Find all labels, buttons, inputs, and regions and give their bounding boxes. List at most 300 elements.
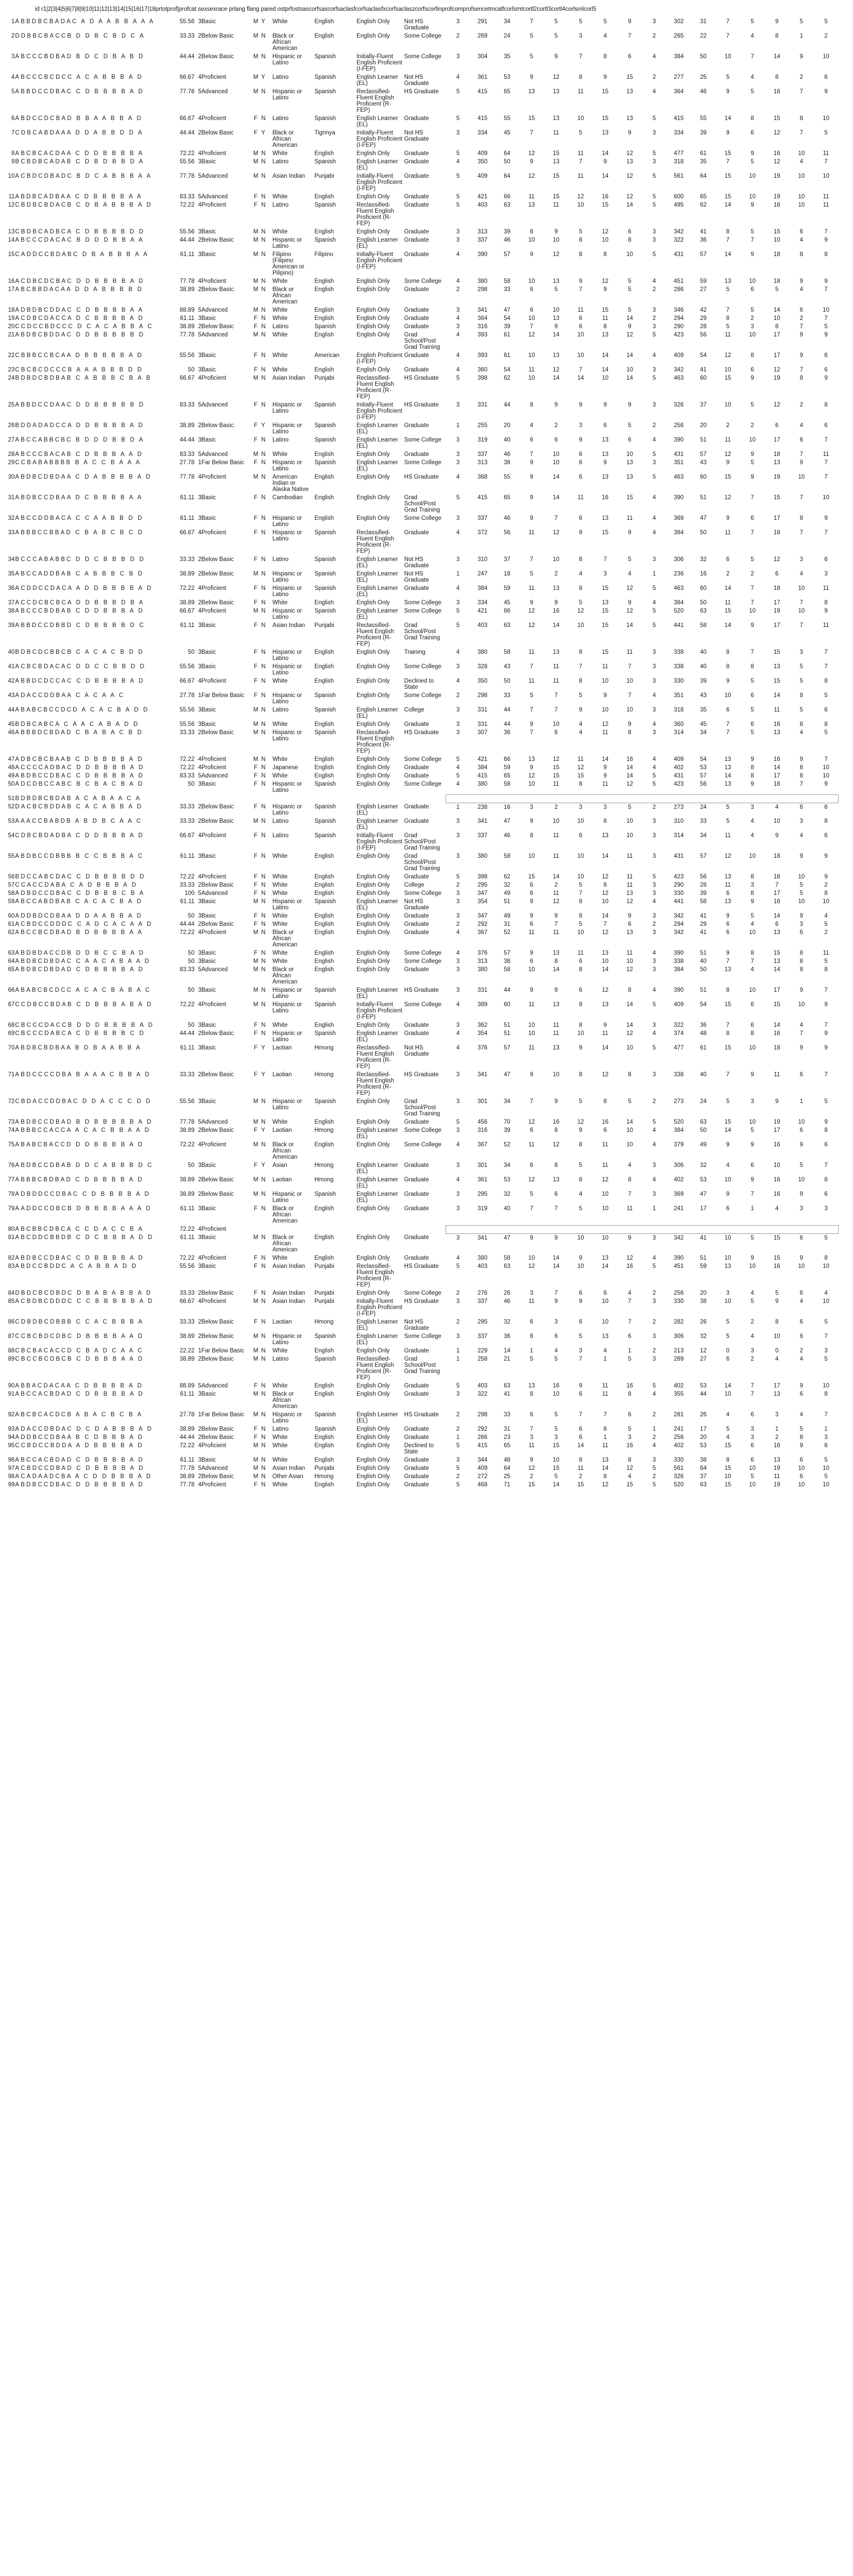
answer-string: ABDCCDCBAD B B A A B B A D: [15, 115, 143, 122]
proficiency-category: 3Basic: [198, 515, 216, 521]
score-cell: 50: [503, 159, 510, 165]
score-cell: 11: [553, 929, 559, 936]
score-cell: 5: [824, 921, 828, 927]
sex: F: [254, 600, 258, 606]
sex: M: [253, 967, 259, 973]
second-language-flag: N: [261, 707, 266, 713]
proficiency-category: 4Proficient: [198, 1298, 226, 1304]
race: White: [272, 1482, 288, 1488]
score-cell: 3: [554, 1319, 558, 1325]
score-cell: 12: [626, 150, 633, 157]
parent-education: Graduate: [404, 229, 429, 235]
second-language-flag: N: [261, 1098, 266, 1105]
score-cell: 2: [726, 422, 730, 429]
score-cell: 11: [553, 1022, 559, 1028]
score-cell: 14: [553, 967, 559, 973]
score-cell: 37: [700, 1473, 707, 1480]
fluency-status: English Only: [356, 781, 390, 787]
answer-string: AAACCBABDB A B D B C A A C: [15, 818, 143, 824]
percent-total: 33.33: [179, 882, 195, 888]
percent-total: 38.89: [179, 1191, 195, 1197]
primary-language: Hmong: [314, 1473, 334, 1480]
answer-string: ABCBCACDAA C D D B B B B A: [15, 150, 144, 157]
score-cell: 390: [674, 987, 684, 993]
parent-education: Grad School/Post Grad Training: [404, 833, 440, 851]
score-cell: 7: [579, 1356, 583, 1362]
score-cell: 390: [477, 251, 488, 258]
second-language-flag: N: [261, 89, 266, 95]
answer-string: ACADAADCBA A C D D B B B A D: [15, 1473, 152, 1480]
score-cell: 8: [824, 1391, 828, 1397]
score-cell: 48: [700, 1030, 707, 1037]
score-cell: 6: [628, 1412, 632, 1418]
score-cell: 8: [628, 1391, 632, 1397]
score-cell: 10: [724, 1391, 731, 1397]
score-cell: 14: [626, 622, 633, 629]
score-cell: 5: [456, 1482, 460, 1488]
score-cell: 341: [477, 1072, 488, 1078]
proficiency-category: 4Proficient: [198, 530, 226, 536]
score-cell: 11: [724, 332, 731, 338]
answer-string: ACDBCDACCA D C B B B B A D: [15, 315, 145, 321]
score-cell: 1: [456, 1434, 460, 1440]
row-id: 85: [8, 1298, 15, 1304]
sex: M: [253, 1234, 259, 1241]
fluency-status: English Learner (EL): [356, 585, 398, 598]
percent-total: 83.33: [179, 773, 195, 779]
percent-total: 44.44: [179, 1434, 195, 1440]
score-cell: 5: [579, 1098, 583, 1105]
score-cell: 4: [799, 730, 804, 736]
score-cell: 4: [652, 721, 656, 727]
score-cell: 351: [674, 460, 684, 466]
score-cell: 13: [602, 437, 609, 443]
score-cell: 4: [799, 833, 804, 839]
score-cell: 5: [799, 664, 804, 670]
table-row: [4, 706, 839, 720]
score-cell: 8: [799, 967, 804, 973]
score-cell: 34: [503, 1162, 510, 1168]
score-cell: 13: [773, 1457, 780, 1463]
score-cell: 34: [700, 833, 707, 839]
score-cell: 456: [477, 1119, 488, 1125]
second-language-flag: N: [261, 804, 266, 810]
fluency-status: English Learner (EL): [356, 571, 398, 583]
score-cell: 5: [824, 1356, 828, 1362]
table-row: [4, 228, 839, 236]
parent-education: Graduate: [404, 286, 429, 293]
primary-language: Tigrinya: [314, 130, 335, 136]
percent-total: 83.33: [179, 967, 195, 973]
race: White: [272, 882, 288, 888]
percent-total: 38.89: [179, 1426, 195, 1432]
fluency-status: English Only: [356, 1482, 390, 1488]
score-cell: 409: [674, 756, 684, 762]
score-cell: 45: [503, 130, 510, 136]
race: [272, 794, 314, 803]
sex: M: [253, 1002, 259, 1008]
table-row: [4, 949, 839, 957]
fluency-status: English Learner (EL): [356, 818, 398, 831]
race: Hispanic or Latino: [272, 781, 302, 793]
score-cell: 6: [750, 367, 754, 373]
score-cell: 11: [823, 150, 829, 157]
score-cell: 3: [652, 367, 656, 373]
second-language-flag: N: [261, 402, 266, 408]
score-cell: 6: [530, 921, 534, 927]
score-cell: 7: [824, 664, 828, 670]
score-cell: 4: [456, 251, 460, 258]
score-cell: 4: [652, 54, 656, 60]
score-cell: 15: [773, 678, 780, 684]
score-cell: 8: [554, 1127, 558, 1133]
score-cell: 12: [602, 721, 609, 727]
score-cell: 6: [726, 1356, 730, 1362]
proficiency-category: 5Advanced: [198, 89, 228, 95]
score-cell: 41: [503, 1391, 510, 1397]
score-cell: 63: [700, 608, 707, 614]
score-cell: 310: [674, 818, 684, 824]
primary-language: English: [314, 921, 334, 927]
score-cell: 10: [577, 874, 584, 880]
score-cell: 5: [579, 130, 583, 136]
fluency-status: English Only: [356, 678, 390, 684]
score-cell: 6: [775, 921, 779, 927]
fluency-status: English Only: [356, 1348, 390, 1354]
score-cell: 10: [553, 451, 559, 457]
score-cell: 22: [700, 33, 707, 39]
score-cell: 25: [503, 1473, 510, 1480]
score-cell: 19: [773, 474, 780, 480]
score-cell: 6: [750, 1002, 754, 1008]
score-cell: 294: [674, 921, 684, 927]
score-cell: 9: [530, 159, 534, 165]
parent-education: Grad School/Post Grad Training: [404, 495, 440, 513]
score-cell: 4: [652, 1127, 656, 1133]
primary-language: Spanish: [314, 1098, 336, 1105]
parent-education: Some College: [404, 1127, 441, 1133]
score-cell: 402: [674, 1443, 684, 1449]
score-cell: 6: [579, 987, 583, 993]
proficiency-category: 3Basic: [198, 1045, 216, 1051]
score-cell: 7: [824, 530, 828, 536]
fluency-status: English Learner (EL): [356, 1319, 398, 1331]
score-cell: 7: [750, 54, 754, 60]
score-cell: 6: [530, 307, 534, 313]
score-cell: 12: [553, 530, 559, 536]
score-cell: 31: [503, 921, 510, 927]
score-cell: 45: [503, 600, 510, 606]
percent-total: 72.22: [179, 765, 195, 771]
score-cell: 12: [528, 173, 535, 179]
score-cell: 39: [700, 678, 707, 684]
answer-string: ABDBCCDBAA D C B B B B A A: [15, 495, 143, 501]
score-cell: 7: [554, 1206, 558, 1212]
answer-string: ABCCBCDBAD B D B B B B A A: [15, 929, 144, 936]
score-cell: 7: [530, 556, 534, 563]
sex: F: [254, 1263, 258, 1269]
score-cell: 10: [528, 352, 535, 359]
score-cell: 520: [674, 1119, 684, 1125]
score-cell: 31: [503, 1426, 510, 1432]
score-cell: 9: [628, 530, 632, 536]
row-id: 70: [8, 1045, 15, 1051]
score-cell: 6: [530, 882, 534, 888]
fluency-status: English Only: [356, 1234, 390, 1241]
row-id: 47: [8, 756, 15, 762]
score-cell: 5: [726, 1319, 730, 1325]
score-cell: 4: [652, 1177, 656, 1183]
parent-education: HS Graduate: [404, 1072, 439, 1078]
score-cell: 5: [530, 54, 534, 60]
row-id: 82: [8, 1255, 15, 1261]
score-cell: 355: [674, 1391, 684, 1397]
score-cell: 5: [652, 115, 656, 122]
score-cell: 10: [553, 721, 559, 727]
second-language-flag: N: [261, 874, 266, 880]
percent-total: 77.78: [179, 1482, 195, 1488]
fluency-status: English Learner (EL): [356, 899, 398, 911]
answer-string: CCDCCBDCCC D C A C A B B A C: [15, 324, 153, 330]
row-id: 98: [8, 1473, 15, 1480]
score-cell: 14: [626, 1119, 633, 1125]
score-cell: 236: [674, 571, 684, 577]
score-cell: 6: [726, 890, 730, 896]
score-cell: 7: [726, 33, 730, 39]
score-cell: 8: [799, 765, 804, 771]
score-cell: 66: [503, 194, 510, 200]
score-cell: 4: [456, 159, 460, 165]
score-cell: 51: [503, 1022, 510, 1028]
score-cell: 367: [477, 929, 488, 936]
table-row: [4, 1411, 839, 1425]
score-cell: 7: [530, 730, 534, 736]
row-id: 15: [8, 251, 15, 258]
score-cell: 16: [626, 1263, 633, 1269]
score-cell: 16: [626, 1443, 633, 1449]
score-cell: 12: [602, 874, 609, 880]
score-cell: 8: [530, 1333, 534, 1340]
proficiency-category: 3Basic: [198, 707, 216, 713]
score-cell: 47: [700, 1191, 707, 1197]
score-cell: 3: [456, 818, 460, 824]
score-cell: 3: [456, 987, 460, 993]
table-row: [4, 1225, 839, 1233]
score-cell: 5: [726, 286, 730, 293]
score-cell: 14: [724, 1383, 731, 1389]
second-language-flag: N: [261, 967, 266, 973]
score-cell: 11: [528, 194, 535, 200]
score-cell: 7: [824, 437, 828, 443]
answer-string: ACDBCDCBAC D D B B B B A D: [15, 278, 145, 284]
score-cell: 9: [554, 324, 558, 330]
score-cell: 4: [652, 765, 656, 771]
fluency-status: English Learner (EL): [356, 1127, 398, 1140]
primary-language: Spanish: [314, 1356, 336, 1362]
percent-total: 72.22: [179, 756, 195, 762]
score-cell: 50: [700, 530, 707, 536]
score-cell: 3: [456, 967, 460, 973]
proficiency-category: 2Below Basic: [198, 921, 234, 927]
score-cell: 41: [700, 367, 707, 373]
table-row: [4, 663, 839, 677]
percent-total: 55.56: [179, 19, 195, 25]
score-cell: 52: [503, 929, 510, 936]
race: White: [272, 853, 288, 859]
score-cell: 3: [456, 1333, 460, 1340]
score-cell: 3: [652, 402, 656, 408]
score-cell: 33: [700, 818, 707, 824]
row-id: 96: [8, 1457, 15, 1463]
score-cell: 229: [477, 1348, 488, 1354]
sex: M: [253, 571, 259, 577]
percent-total: 38.89: [179, 324, 195, 330]
score-cell: 301: [477, 1162, 488, 1168]
score-cell: 9: [799, 1443, 804, 1449]
score-cell: 9: [603, 286, 607, 293]
score-cell: 2: [750, 315, 754, 321]
parent-education: Graduate: [404, 150, 429, 157]
score-cell: 8: [603, 818, 607, 824]
score-cell: 9: [726, 1191, 730, 1197]
score-cell: 13: [626, 115, 633, 122]
parent-education: Not HS Graduate: [404, 1319, 429, 1331]
answer-string: CCACCDABA C A D B B B A D: [15, 882, 138, 888]
proficiency-category: 3Basic: [198, 367, 216, 373]
score-cell: 4: [750, 1333, 754, 1340]
score-cell: 13: [724, 1263, 731, 1269]
score-cell: 11: [724, 833, 731, 839]
score-cell: 12: [528, 1119, 535, 1125]
score-cell: 10: [528, 967, 535, 973]
parent-education: HS Graduate: [404, 402, 439, 408]
score-cell: 5: [628, 422, 632, 429]
score-cell: 11: [602, 1162, 608, 1168]
score-cell: 13: [626, 460, 633, 466]
race: White: [272, 1443, 288, 1449]
score-cell: 6: [824, 367, 828, 373]
table-row: [4, 755, 839, 764]
score-cell: 3: [824, 571, 828, 577]
score-cell: 12: [602, 1072, 609, 1078]
score-cell: 39: [503, 229, 510, 235]
score-cell: 15: [724, 375, 731, 381]
table-row: [4, 897, 839, 912]
parent-education: Graduate: [404, 1465, 429, 1471]
score-cell: 292: [477, 1426, 488, 1432]
score-cell: 4: [652, 692, 656, 699]
parent-education: Graduate: [404, 721, 429, 727]
primary-language: English: [314, 958, 334, 964]
score-cell: 8: [799, 950, 804, 956]
score-cell: 7: [799, 781, 804, 787]
score-cell: 9: [750, 1142, 754, 1148]
score-cell: 431: [674, 251, 684, 258]
score-cell: 10: [749, 1482, 756, 1488]
score-cell: 12: [602, 1177, 609, 1183]
score-cell: 3: [530, 1434, 534, 1440]
score-cell: 415: [477, 773, 488, 779]
score-cell: 3: [652, 556, 656, 563]
score-cell: 12: [602, 890, 609, 896]
fluency-status: English Only: [356, 332, 390, 338]
score-cell: 9: [799, 853, 804, 859]
score-cell: 5: [554, 1426, 558, 1432]
score-cell: 9: [628, 913, 632, 919]
answer-string: ABCCCBDBAD B D C D B A B D: [15, 54, 145, 60]
table-row: [4, 648, 839, 663]
score-cell: 5: [652, 474, 656, 480]
row-id: 43: [8, 692, 15, 699]
table-row: [4, 88, 839, 114]
table-row: [4, 331, 839, 351]
primary-language: English: [314, 967, 334, 973]
score-cell: 12: [626, 194, 633, 200]
primary-language: English: [314, 929, 334, 936]
score-cell: 415: [477, 115, 488, 122]
primary-language: English: [314, 1206, 334, 1212]
proficiency-category: 1Far Below Basic: [198, 692, 245, 699]
score-cell: 14: [724, 622, 731, 629]
score-cell: 6: [628, 437, 632, 443]
parent-education: Some College: [404, 515, 441, 521]
score-cell: 10: [602, 707, 609, 713]
score-cell: 384: [674, 54, 684, 60]
race: White: [272, 890, 288, 896]
score-cell: 7: [530, 451, 534, 457]
score-cell: 14: [724, 115, 731, 122]
score-cell: 431: [674, 853, 684, 859]
score-cell: 5: [652, 202, 656, 208]
score-cell: 13: [773, 460, 780, 466]
parent-education: Graduate: [404, 1482, 429, 1488]
fluency-status: English Learner (EL): [356, 707, 398, 719]
score-cell: 51: [700, 1255, 707, 1261]
score-cell: 10: [602, 1234, 609, 1241]
answer-string: ABCCABDBAB C A C A C B A D: [15, 899, 143, 905]
score-cell: 520: [674, 608, 684, 614]
score-cell: 41: [700, 913, 707, 919]
score-cell: 8: [824, 1177, 828, 1183]
race: Black or African American: [272, 130, 298, 148]
score-cell: 344: [477, 1457, 488, 1463]
second-language-flag: N: [261, 515, 266, 521]
score-cell: 4: [456, 585, 460, 591]
score-cell: 46: [700, 89, 707, 95]
score-cell: 3: [652, 649, 656, 655]
score-cell: 255: [477, 422, 488, 429]
parent-education: Some College: [404, 692, 441, 699]
score-cell: 5: [530, 1356, 534, 1362]
row-id: 62: [8, 929, 15, 936]
score-cell: 6: [579, 1290, 583, 1296]
score-cell: 10: [749, 332, 756, 338]
sex: M: [253, 1098, 259, 1105]
score-cell: 7: [824, 1412, 828, 1418]
sex: M: [253, 89, 259, 95]
primary-language: English: [314, 1443, 334, 1449]
score-cell: 6: [824, 707, 828, 713]
score-cell: 3: [652, 833, 656, 839]
fluency-status: English Only: [356, 913, 390, 919]
score-cell: 17: [700, 1426, 707, 1432]
score-cell: 8: [603, 324, 607, 330]
score-cell: 10: [749, 929, 756, 936]
score-cell: 10: [626, 1142, 633, 1148]
table-row: [4, 881, 839, 889]
table-row: [4, 1071, 839, 1097]
percent-total: 66.67: [179, 833, 195, 839]
